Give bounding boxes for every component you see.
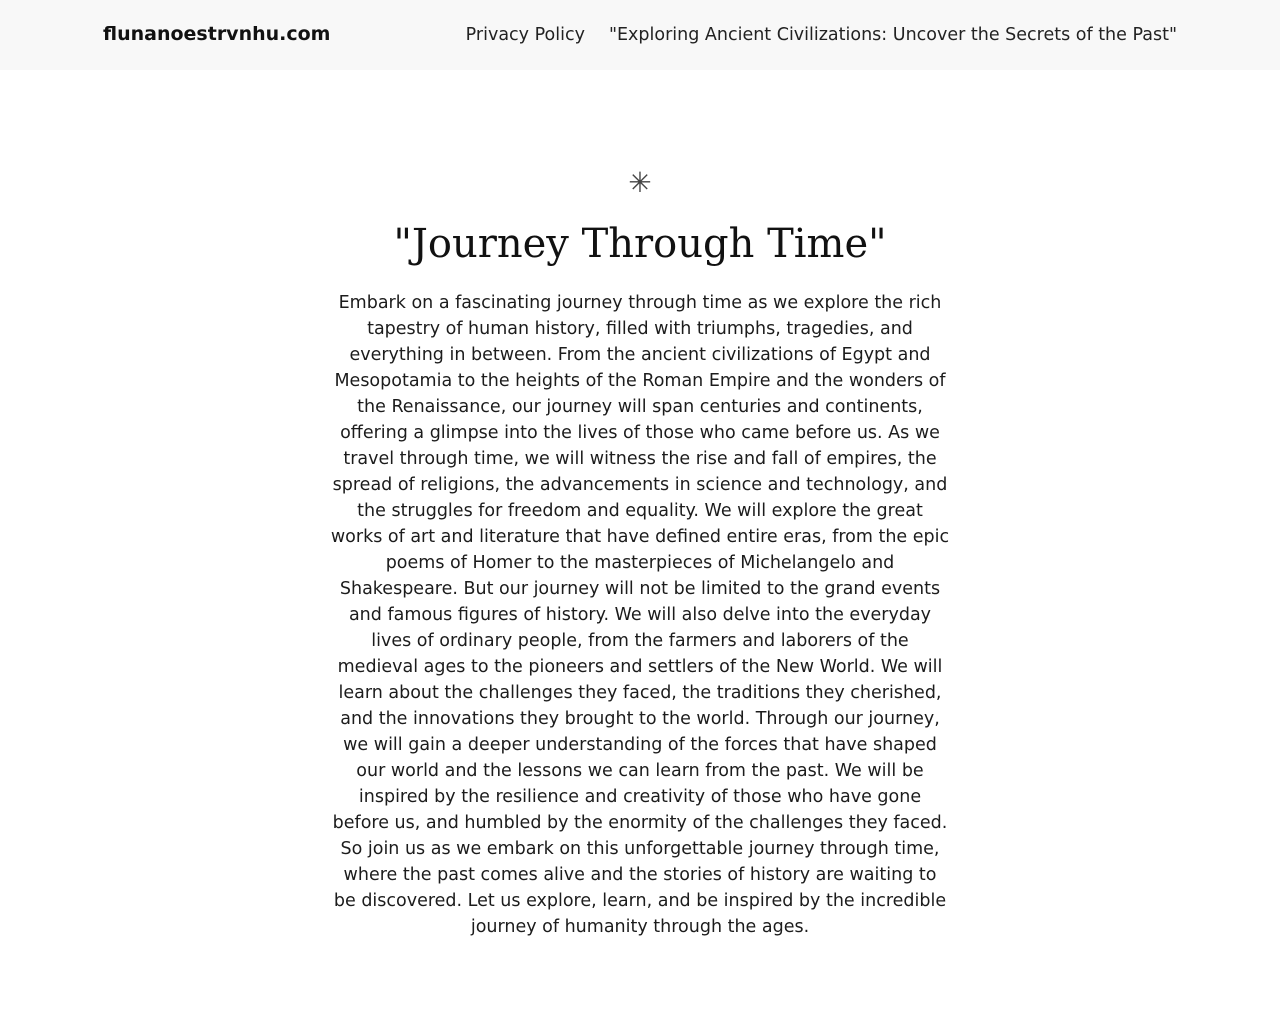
site-header	[0, 0, 1280, 70]
page-title: "Journey Through Time"	[393, 221, 887, 267]
hero-section	[330, 166, 950, 940]
nav-link-privacy-policy[interactable]: Privacy Policy	[465, 25, 585, 45]
asterisk-icon: ✳	[628, 166, 652, 199]
nav-link-exploring-ancient-civilizations[interactable]: "Exploring Ancient Civilizations: Uncover the Secrets of the Past"	[608, 25, 1177, 45]
site-logo-link[interactable]: flunanoestrvnhu.com	[103, 23, 331, 45]
main-nav	[466, 24, 1177, 46]
intro-paragraph: Embark on a fascinating journey through time as we explore the rich tapestry of human history, filled with triumphs, tragedies, and everything in between. From the ancient civilizations of Egypt and Mesopotamia to the heights of the Roman Empire and the wonders of the Renaissance, our journey will span centuries and continents, offering a glimpse into the lives of those who came before us. As we travel through time, we will witness the rise and fall of empires, the spread of religions, the advancements in science and technology, and the struggles for freedom and equality. We will explore the great works of art and literature that have defined entire eras, from the epic poems of Homer to the masterpieces of Michelangelo and Shakespeare. But our journey will not be limited to the grand events and famous figures of history. We will also delve into the everyday lives of ordinary people, from the farmers and laborers of the medieval ages to the pioneers and settlers of the New World. We will learn about the challenges they faced, the traditions they cherished, and the innovations they brought to the world. Through our journey, we will gain a deeper understanding of the forces that have shaped our world and the lessons we can learn from the past. We will be inspired by the resilience and creativity of those who have gone before us, and humbled by the enormity of the challenges they faced. So join us as we embark on this unforgettable journey through time, where the past comes alive and the stories of history are waiting to be discovered. Let us explore, learn, and be inspired by the incredible journey of humanity through the ages.	[330, 293, 950, 937]
